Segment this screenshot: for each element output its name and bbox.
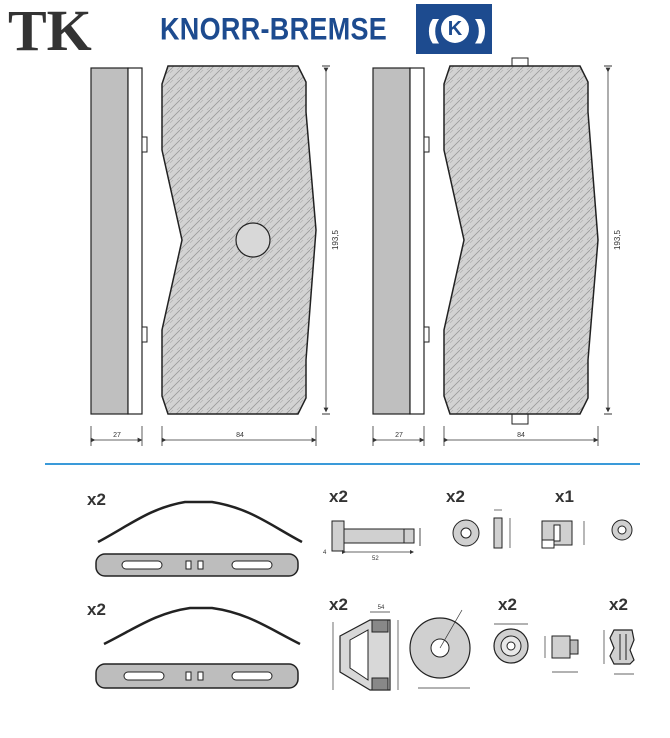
pad-right-width-label: 84 [517,432,525,439]
sleeve [542,487,632,548]
washer-qty-label: x2 [446,487,465,506]
clip [604,595,634,674]
pad-right-height-label: 193,5 [613,229,622,251]
guide-qty-label: x2 [329,595,348,614]
pad-right-thickness-label: 27 [395,432,403,439]
pad-left-height-label: 193,5 [331,229,340,251]
guide [329,595,470,690]
pad-right [373,58,622,446]
brand-name: KNORR-BREMSE [160,12,388,47]
pin [323,487,420,562]
bushing [494,595,578,672]
pin-qty-label: x2 [329,487,348,506]
knorr-logo-icon: (( K )) [416,4,492,54]
bushing-qty-label: x2 [498,595,517,614]
spring-a-qty-label: x2 [87,490,106,509]
clip-qty-label: x2 [609,595,628,614]
spring-clip-a [87,490,302,576]
pin-dim-a: 52 [372,556,379,562]
guide-dim-label: 54 [377,605,385,611]
pad-left [91,66,340,446]
sleeve-qty-label: x1 [555,487,574,506]
pin-dim-b: 4 [323,550,327,556]
pad-left-thickness-label: 27 [113,432,121,439]
spring-clip-b [87,600,300,688]
corner-mark-text: TK [8,0,92,63]
washer [446,487,510,548]
corner-logo-mark [8,0,92,63]
pad-left-width-label: 84 [236,432,244,439]
logo-letter: K [441,15,469,43]
spring-b-qty-label: x2 [87,600,106,619]
